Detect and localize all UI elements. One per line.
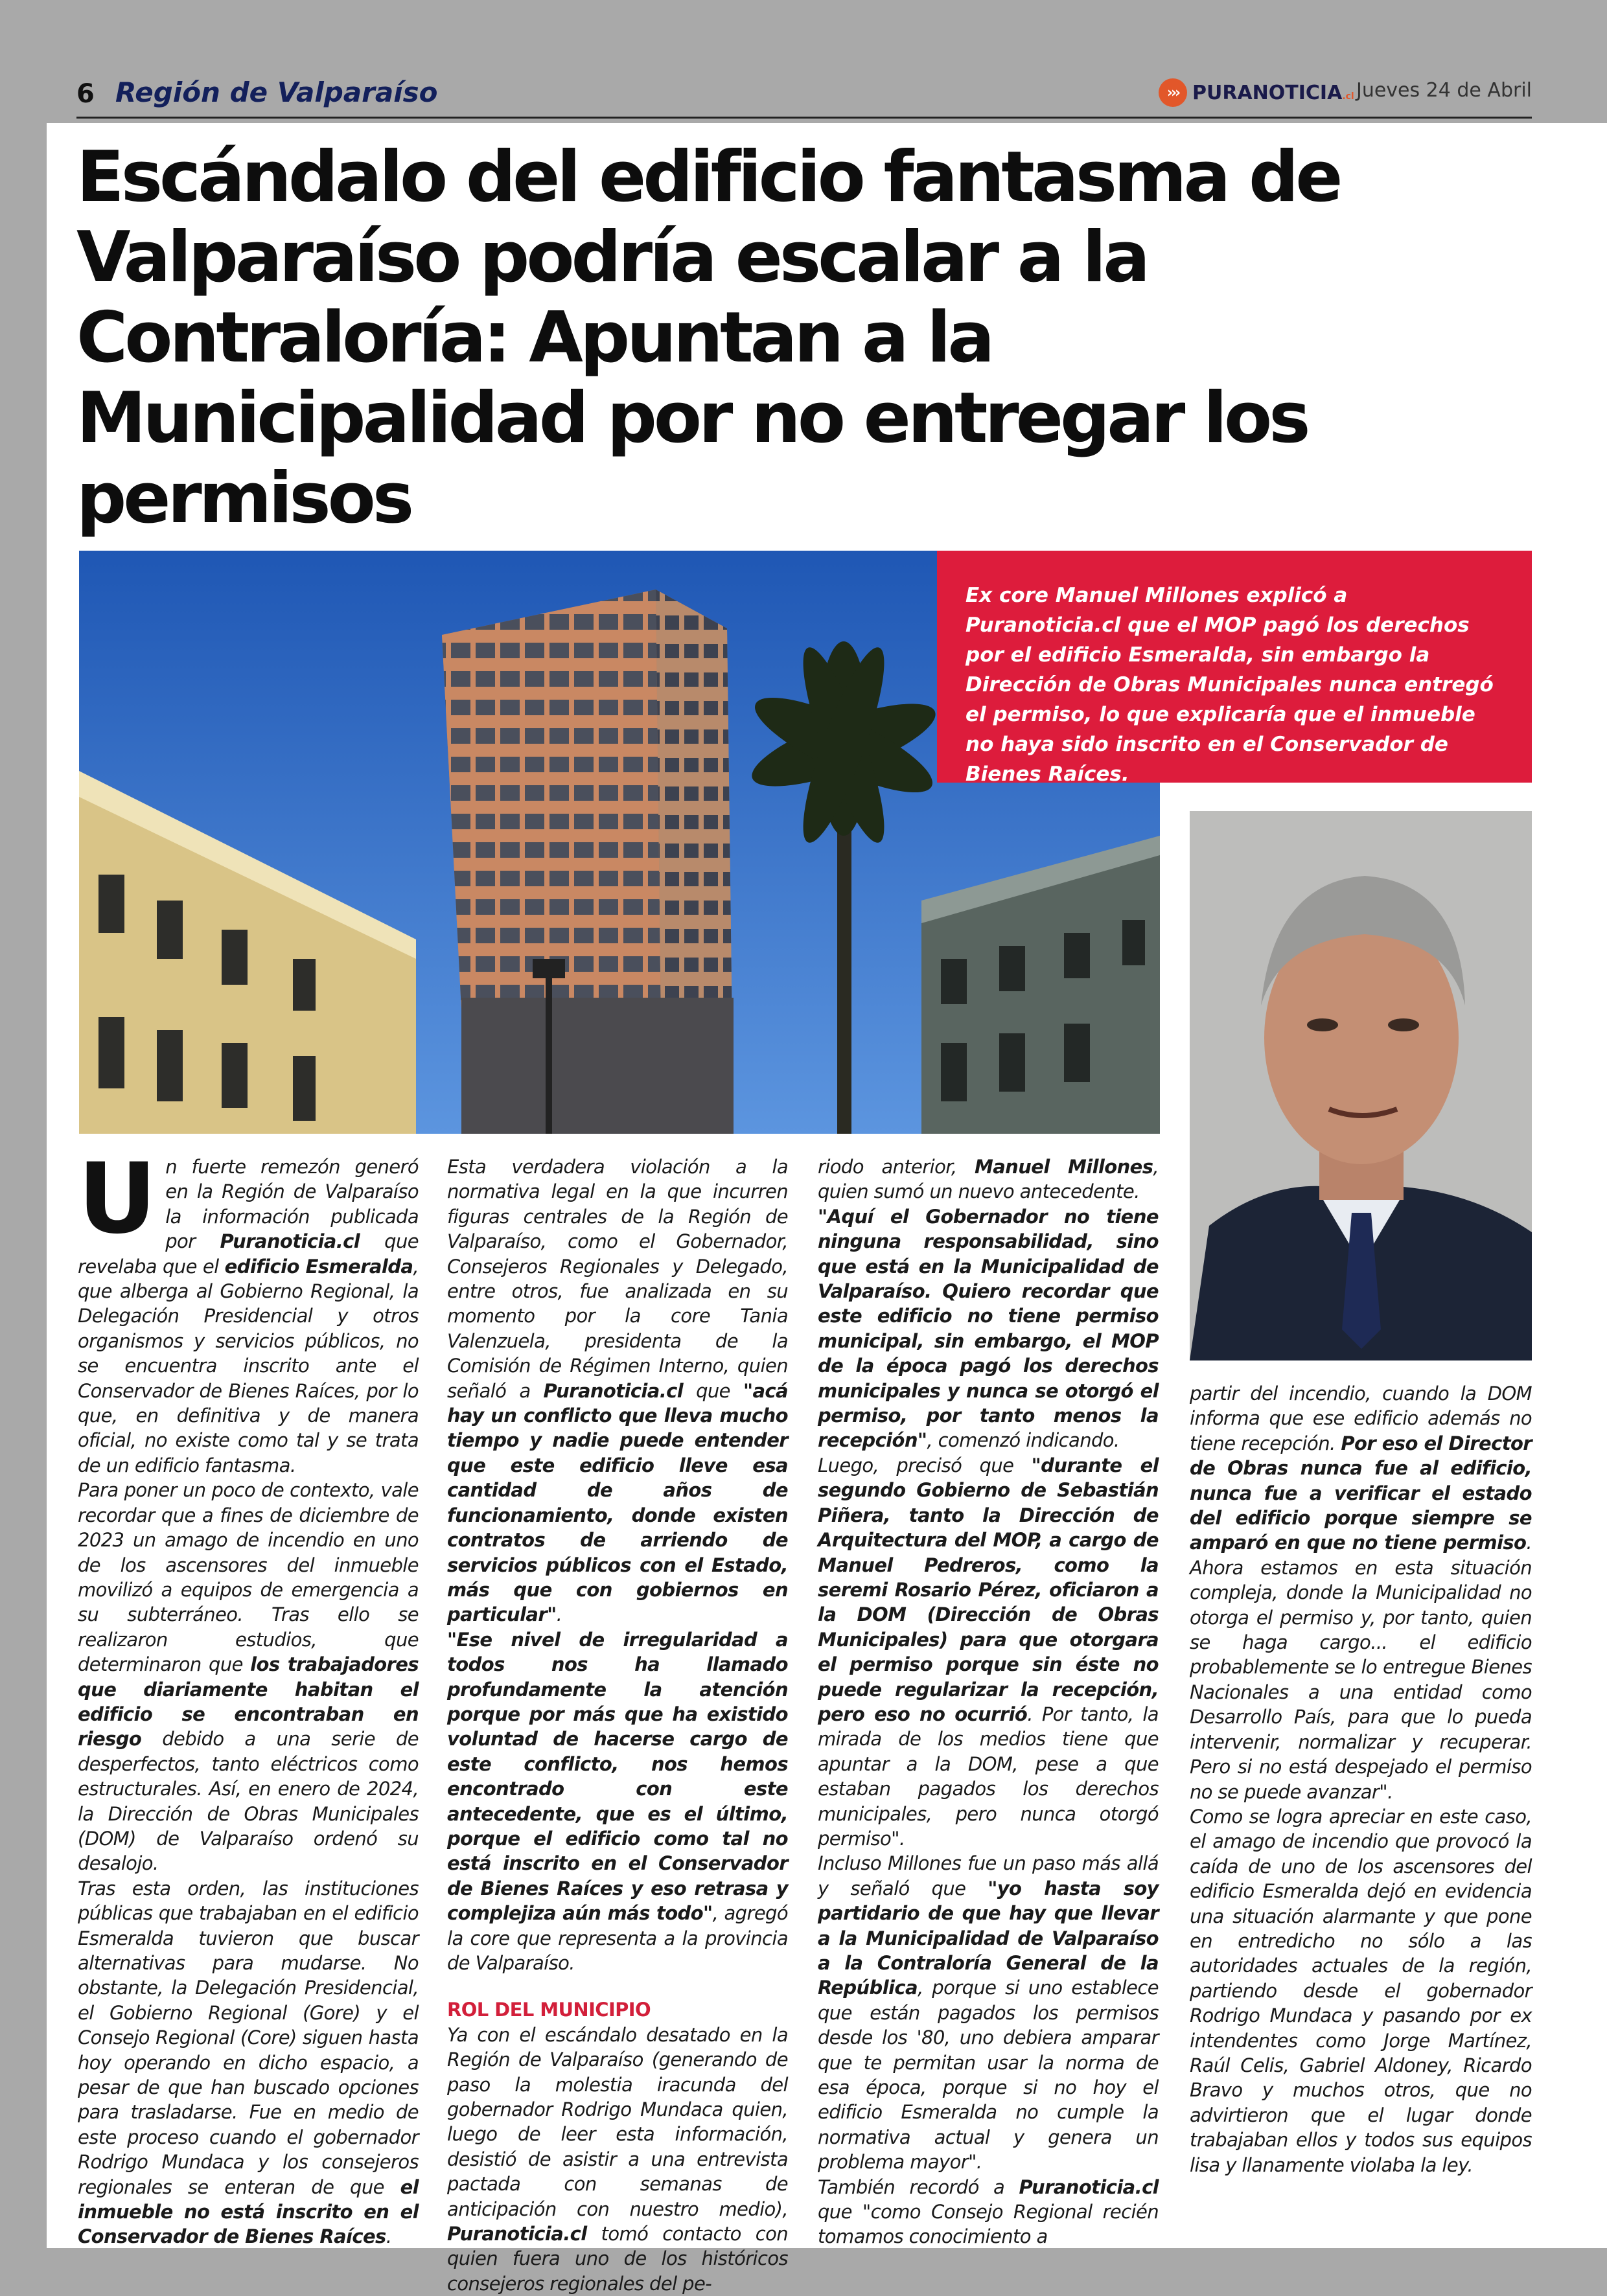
- column-4-text: partir del incendio, cuando la DOM informa que ese edificio además no tiene recepción. Por eso el Director de Obras nunca fue al edificio, nunca fue a verificar el estado del edificio porque siempre se amparó en que no tiene permiso. Ahora estamos en esta situación compleja, donde la Municipalidad no otorga el permiso y, por tanto, quien se haga cargo... el edificio probablemente se lo entregue Bienes Nacionales a una entidad como Desarrollo País, para que lo pueda intervenir, normalizar y recuperar. Pero si no está despejado el permiso no se puede avanzar". Como se logra apreciar en este caso, el amago de incendio que provocó la caída de uno de los ascensores del edificio Esmeralda dejó en evidencia una situación alarmante y que pone en entredicho no sólo a las autoridades actuales de la región, partiendo desde el gobernador Rodrigo Mundaca y pasando por ex intendentes como Jorge Martínez, Raúl Celis, Gabriel Aldoney, Ricardo Bravo y muchos otros, que no advirtieron que el lugar donde trabajaban ellos y todos sus equipos lisa y llanamente violaba la ley.: [1190, 1383, 1532, 2176]
- drop-cap: U: [78, 1143, 157, 1256]
- column-2-text: Esta verdadera violación a la normativa legal en la que incurren figuras centrales de la Región de Valparaíso, como el Gobernador, Consejeros Regionales y Delegado, entre otros, fue analizada en su momento por la core Tania Valenzuela, presidenta de la Comisión de Régimen Interno, quien señaló a Puranoticia.cl que "acá hay un conflicto que lleva mucho tiempo y nadie puede entender que este edificio lleve esa cantidad de años de funcionamiento, donde existen contratos de arriendo de servicios públicos con el Estado, más que con gobiernos en particular". "Ese nivel de irregularidad a todos nos ha llamado profundamente la atención porque por más que ha existido voluntad de hacerse cargo de este conflicto, nos hemos encontrado con este antecedente, que es el último, porque el edificio como tal no está inscrito en el Conservador de Bienes Raíces y eso retrasa y complejiza aún más todo", agregó la core que representa a la provincia de Valparaíso.: [447, 1156, 789, 1974]
- article-column-2: [447, 1154, 788, 2296]
- article-column-3: [818, 1154, 1159, 2249]
- article-deck: Ex core Manuel Millones explicó a Puranoticia.cl que el MOP pagó los derechos por el edificio Esmeralda, sin embargo la Dirección de Obras Municipales nunca entregó el permiso, lo que explicaría que el inmueble no haya sido inscrito en el Conservador de Bienes Raíces.: [937, 551, 1532, 783]
- manuel-millones-portrait: [1190, 811, 1532, 1360]
- column-2-text-continued: Ya con el escándalo desatado en la Región de Valparaíso (generando de paso la molestia iracunda del gobernador Rodrigo Mundaca quien, luego de leer esta información, desistió de asistir a una entrevista pactada con semanas de anticipación con nuestro medio), Puranoticia.cl tomó contacto con quien fuera uno de los históricos consejeros regionales del pe-: [447, 2023, 788, 2295]
- logo-text: PURANOTICIA.cl: [1192, 81, 1354, 104]
- column-1-text: n fuerte remezón generó en la Región de Valparaíso la información publicada por Puranoticia.cl que revelaba que el edificio Esmeralda, que alberga al Gobierno Regional, la Delegación Presidencial y otros organismos y servicios públicos, no se encuentra inscrito ante el Conservador de Bienes Raíces, por lo que, en definitiva y de manera oficial, no existe como tal y se trata de un edificio fantasma. Para poner un poco de contexto, vale recordar que a fines de diciembre de 2023 un amago de incendio en uno de los ascensores del inmueble movilizó a equipos de emergencia a su subterráneo. Tras ello se realizaron estudios, que determinaron que los trabajadores que diariamente habitan el edificio se encontraban en riesgo debido a una serie de desperfectos, tanto eléctricos como estructurales. Así, en enero de 2024, la Dirección de Obras Municipales (DOM) de Valparaíso ordenó su desalojo. Tras esta orden, las instituciones públicas que trabajaban en el edificio Esmeralda tuvieron que buscar alternativas para mudarse. No obstante, la Delegación Presidencial, el Gobierno Regional (Gore) y el Consejo Regional (Core) siguen hasta hoy operando en dicho espacio, a pesar de que han buscado opciones para trasladarse. Fue en medio de este proceso cuando el gobernador Rodrigo Mundaca y los consejeros regionales se enteran de que el inmueble no está inscrito en el Conservador de Bienes Raíces.: [78, 1156, 419, 2248]
- subheading-rol-del-municipio: ROL DEL MUNICIPIO: [447, 1999, 651, 2021]
- logo-arrows-icon: ›››: [1159, 78, 1187, 107]
- page-number: 6: [76, 79, 95, 109]
- puranoticia-logo: [1159, 76, 1354, 109]
- column-3-text: riodo anterior, Manuel Millones, quien sumó un nuevo antecedente. "Aquí el Gobernador no tiene ninguna responsabilidad, sino que está en la Municipalidad de Valparaíso. Quiero recordar que este edificio no tiene permiso municipal, sin embargo, el MOP de la época pagó los derechos municipales y nunca se otorgó el permiso, por tanto menos la recepción", comenzó indicando. Luego, precisó que "durante el segundo Gobierno de Sebastián Piñera, tanto la Dirección de Arquitectura del MOP, a cargo de Manuel Pedreros, como la seremi Rosario Pérez, oficiaron a la DOM (Dirección de Obras Municipales) para que otorgara el permiso porque sin éste no puede regularizar la recepción, pero eso no ocurrió. Por tanto, la mirada de los medios tiene que apuntar a la DOM, pese a que estaban pagados los derechos municipales, pero nunca otorgó permiso". Incluso Millones fue un paso más allá y señaló que "yo hasta soy partidario de que hay que llevar a la Municipalidad de Valparaíso a la Contraloría General de la República, porque si uno establece que están pagados los permisos desde los '80, uno debiera amparar que te permitan usar la norma de esa época, porque si no hoy el edificio Esmeralda no cumple la normativa actual y genera un problema mayor". También recordó a Puranoticia.cl que "como Consejo Regional recién tomamos conocimiento a: [818, 1156, 1159, 2248]
- section-title: Región de Valparaíso: [115, 76, 438, 108]
- issue-date: Jueves 24 de Abril: [1356, 79, 1532, 102]
- page-header: [76, 70, 1532, 119]
- article-column-1: [78, 1143, 419, 2249]
- article-column-4: [1190, 1381, 1532, 2177]
- headline: Escándalo del edificio fantasma de Valparaíso podría escalar a la Contraloría: Apuntan a la Municipalidad por no entregar los permisos: [76, 137, 1340, 539]
